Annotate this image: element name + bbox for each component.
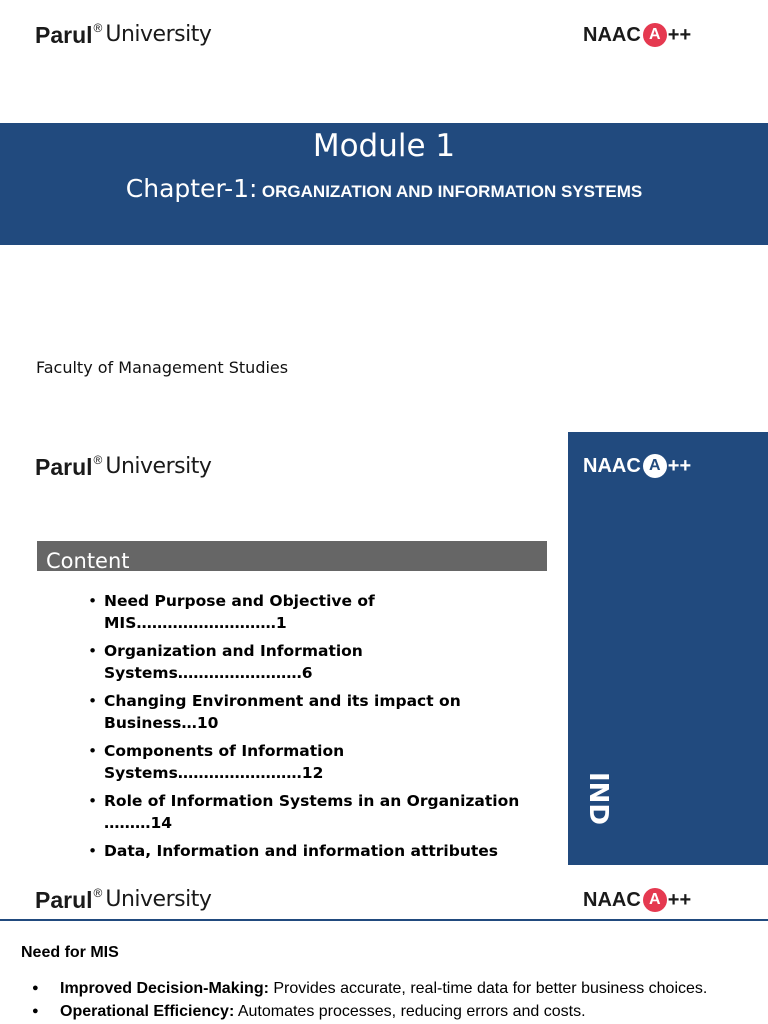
content-heading-bar [37, 541, 547, 571]
toc-item: • Changing Environment and its impact on Business…10 [88, 690, 544, 734]
list-item-text: Provides accurate, real-time data for better business choices. [268, 980, 708, 997]
naac-logo [583, 23, 691, 47]
naac-prefix: NAAC [583, 454, 641, 477]
slide-need-for-mis [0, 865, 768, 1024]
table-of-contents [88, 590, 544, 863]
list-item [32, 977, 762, 1000]
logo-registered-mark: ® [93, 886, 103, 900]
logo-registered-mark: ® [93, 21, 103, 35]
naac-prefix: NAAC [583, 23, 641, 46]
chapter-prefix: Chapter-1: [125, 174, 258, 203]
toc-item: • Role of Information Systems in an Organization ………14 [88, 790, 544, 834]
module-title: Module 1 [312, 128, 456, 164]
naac-logo [583, 888, 691, 912]
list-item-text: Automates processes, reducing errors and costs. [234, 1003, 586, 1020]
naac-logo [583, 454, 691, 478]
naac-suffix: ++ [667, 23, 692, 46]
parul-university-logo [35, 454, 211, 481]
chapter-name: ORGANIZATION AND INFORMATION SYSTEMS [261, 182, 643, 201]
logo-word: University [105, 887, 212, 912]
naac-prefix: NAAC [583, 888, 641, 911]
logo-brand: Parul [35, 887, 93, 913]
naac-suffix: ++ [667, 454, 692, 477]
content-heading: Content [46, 549, 130, 573]
list-item-term: Operational Efficiency: [60, 1003, 235, 1020]
naac-grade-badge: A [643, 888, 667, 912]
toc-item: • Components of Information Systems……………………12 [88, 740, 544, 784]
logo-brand: Parul [35, 22, 93, 48]
logo-registered-mark: ® [93, 453, 103, 467]
toc-item: • Need Purpose and Objective of MIS………………………1 [88, 590, 544, 634]
side-vertical-text [585, 772, 615, 832]
slide-title [0, 0, 768, 432]
list-item [32, 1000, 762, 1023]
faculty-name: Faculty of Management Studies [36, 358, 289, 377]
side-vertical-label: IND [583, 772, 613, 826]
logo-word: University [105, 22, 212, 47]
naac-suffix: ++ [667, 888, 692, 911]
toc-item: • Organization and Information Systems……………………6 [88, 640, 544, 684]
toc-item: • Data, Information and information attributes [88, 840, 544, 884]
parul-university-logo [35, 887, 211, 914]
parul-university-logo [35, 22, 211, 49]
logo-brand: Parul [35, 454, 93, 480]
chapter-title [0, 174, 768, 203]
naac-grade-badge: A [643, 23, 667, 47]
naac-grade-badge: A [643, 454, 667, 478]
section-heading: Need for MIS [21, 944, 119, 961]
header-divider [0, 919, 768, 921]
need-list [32, 977, 762, 1023]
slide-contents [0, 432, 768, 865]
logo-word: University [105, 454, 212, 479]
list-item-term: Improved Decision-Making: [60, 980, 269, 997]
